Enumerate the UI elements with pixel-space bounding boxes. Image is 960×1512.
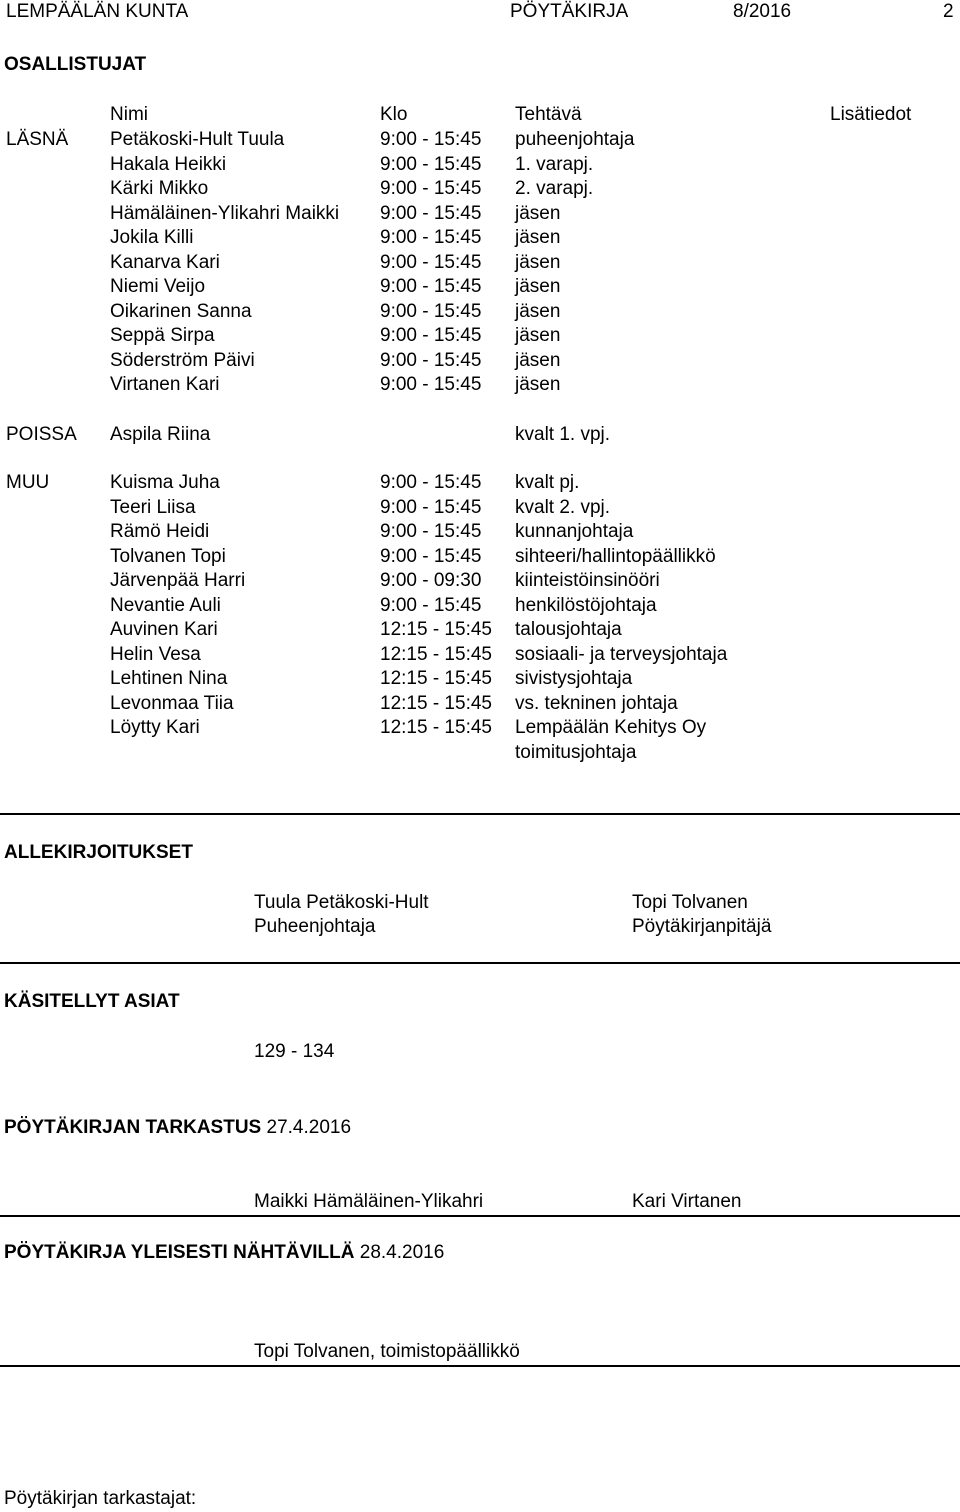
attendee-role: jäsen (515, 349, 561, 371)
attendee-role: Lempäälän Kehitys Oy (515, 717, 707, 738)
attendee-row (0, 324, 960, 349)
attendee-role: jäsen (515, 202, 561, 224)
review-line (4, 1116, 351, 1140)
attendee-name: Hämäläinen-Ylikahri Maikki (110, 202, 340, 224)
attendee-time: 9:00 - 15:45 (380, 129, 482, 150)
attendee-row (0, 692, 960, 717)
attendee-row (0, 177, 960, 202)
attendee-role: toimitusjohtaja (515, 741, 637, 763)
review-date: 27.4.2016 (266, 1117, 352, 1138)
attendee-row (0, 251, 960, 276)
attendee-name: Lehtinen Nina (110, 668, 228, 689)
attendee-role: kvalt 1. vpj. (515, 424, 611, 445)
attendee-row (0, 545, 960, 570)
attendee-time: 12:15 - 15:45 (380, 619, 492, 640)
attendee-name: Löytty Kari (110, 717, 200, 738)
divider (0, 962, 960, 964)
signatures-heading: ALLEKIRJOITUKSET (4, 842, 193, 863)
attendee-role: jäsen (515, 374, 561, 395)
attendee-time: 9:00 - 15:45 (380, 349, 482, 371)
absent-label: POISSA (6, 424, 77, 445)
document-number: 8/2016 (733, 1, 792, 22)
public-heading: PÖYTÄKIRJA YLEISESTI NÄHTÄVILLÄ (4, 1242, 355, 1263)
attendee-time: 9:00 - 15:45 (380, 472, 482, 493)
attendee-name: Teeri Liisa (110, 496, 196, 518)
attendee-time: 9:00 - 09:30 (380, 570, 482, 591)
attendee-name: Auvinen Kari (110, 619, 218, 640)
attendee-name: Kärki Mikko (110, 178, 209, 199)
column-header-extra: Lisätiedot (830, 104, 912, 125)
column-header-role: Tehtävä (515, 104, 582, 125)
secretary-role: Pöytäkirjanpitäjä (632, 916, 772, 937)
divider (0, 813, 960, 815)
attendee-row (0, 153, 960, 178)
attendee-row (0, 716, 960, 741)
certifier: Topi Tolvanen, toimistopäällikkö (254, 1341, 520, 1362)
attendee-role: puheenjohtaja (515, 129, 635, 150)
review-heading: PÖYTÄKIRJAN TARKASTUS (4, 1117, 262, 1138)
attendee-name: Seppä Sirpa (110, 325, 215, 346)
attendee-row (0, 741, 960, 766)
secretary-name: Topi Tolvanen (632, 892, 748, 913)
attendee-row (0, 471, 960, 496)
attendee-time: 9:00 - 15:45 (380, 276, 482, 297)
attendee-name: Petäkoski-Hult Tuula (110, 129, 285, 150)
attendee-time: 9:00 - 15:45 (380, 521, 482, 542)
attendee-role: sosiaali- ja terveysjohtaja (515, 643, 728, 665)
attendee-time: 9:00 - 15:45 (380, 496, 482, 518)
attendee-name: Nevantie Auli (110, 594, 221, 616)
attendee-name: Jokila Killi (110, 227, 194, 248)
attendee-name: Tolvanen Topi (110, 545, 226, 567)
attendee-role: vs. tekninen johtaja (515, 692, 678, 714)
attendee-name: Oikarinen Sanna (110, 300, 252, 322)
attendee-name: Rämö Heidi (110, 521, 210, 542)
divider (0, 1215, 960, 1217)
attendee-row (0, 373, 960, 398)
attendee-time: 12:15 - 15:45 (380, 643, 492, 665)
attendee-row (0, 496, 960, 521)
attendee-time: 9:00 - 15:45 (380, 325, 482, 346)
column-header-time: Klo (380, 104, 408, 125)
attendee-role: jäsen (515, 251, 561, 273)
attendee-time: 9:00 - 15:45 (380, 227, 482, 248)
attendee-name: Järvenpää Harri (110, 570, 246, 591)
attendee-row (0, 349, 960, 374)
attendee-time: 9:00 - 15:45 (380, 594, 482, 616)
divider (0, 1365, 960, 1367)
attendee-row (0, 423, 960, 448)
attendee-row (0, 128, 960, 153)
chair-role: Puheenjohtaja (254, 916, 376, 937)
items-range: 129 - 134 (254, 1041, 335, 1062)
attendee-role: talousjohtaja (515, 619, 622, 640)
checkers-label: Pöytäkirjan tarkastajat: (4, 1488, 197, 1509)
public-date: 28.4.2016 (359, 1242, 445, 1263)
attendee-row (0, 569, 960, 594)
attendee-role: jäsen (515, 325, 561, 346)
attendee-time: 9:00 - 15:45 (380, 153, 482, 175)
chair-name: Tuula Petäkoski-Hult (254, 892, 429, 913)
attendee-row (0, 275, 960, 300)
items-heading: KÄSITELLYT ASIAT (4, 991, 180, 1012)
attendee-name: Virtanen Kari (110, 374, 220, 395)
attendee-role: 1. varapj. (515, 153, 594, 175)
attendees-heading: OSALLISTUJAT (4, 54, 147, 75)
reviewer-2: Kari Virtanen (632, 1191, 742, 1212)
attendee-role: sihteeri/hallintopäällikkö (515, 545, 716, 567)
column-header-name: Nimi (110, 104, 148, 125)
attendee-row (0, 300, 960, 325)
attendee-name: Levonmaa Tiia (110, 692, 234, 714)
attendee-time: 9:00 - 15:45 (380, 545, 482, 567)
page-number: 2 (943, 1, 954, 22)
attendee-row (0, 643, 960, 668)
municipality-name: LEMPÄÄLÄN KUNTA (6, 1, 189, 22)
attendee-role: kvalt pj. (515, 472, 580, 493)
attendee-role: sivistysjohtaja (515, 668, 633, 689)
attendee-name: Helin Vesa (110, 643, 201, 665)
attendee-time: 9:00 - 15:45 (380, 178, 482, 199)
attendee-name: Hakala Heikki (110, 153, 227, 175)
attendee-name: Kanarva Kari (110, 251, 220, 273)
attendee-row (0, 520, 960, 545)
attendee-name: Aspila Riina (110, 424, 211, 445)
public-line (4, 1241, 444, 1265)
attendee-row (0, 226, 960, 251)
document-type: PÖYTÄKIRJA (510, 1, 629, 22)
reviewer-1: Maikki Hämäläinen-Ylikahri (254, 1191, 484, 1212)
attendee-time: 9:00 - 15:45 (380, 202, 482, 224)
attendee-time: 9:00 - 15:45 (380, 374, 482, 395)
attendee-role: kvalt 2. vpj. (515, 496, 611, 518)
attendee-time: 9:00 - 15:45 (380, 251, 482, 273)
attendee-name: Niemi Veijo (110, 276, 206, 297)
attendee-row (0, 667, 960, 692)
attendee-role: jäsen (515, 276, 561, 297)
attendee-row (0, 202, 960, 227)
attendee-role: jäsen (515, 300, 561, 322)
present-label: LÄSNÄ (6, 129, 69, 150)
attendee-time: 9:00 - 15:45 (380, 300, 482, 322)
attendee-role: kiinteistöinsinööri (515, 570, 660, 591)
attendee-row (0, 594, 960, 619)
attendee-role: henkilöstöjohtaja (515, 594, 657, 616)
others-label: MUU (6, 472, 50, 493)
attendee-name: Söderström Päivi (110, 349, 255, 371)
attendee-row (0, 618, 960, 643)
attendee-role: 2. varapj. (515, 178, 594, 199)
attendee-role: jäsen (515, 227, 561, 248)
attendee-time: 12:15 - 15:45 (380, 692, 492, 714)
attendee-role: kunnanjohtaja (515, 521, 634, 542)
attendee-name: Kuisma Juha (110, 472, 220, 493)
attendee-time: 12:15 - 15:45 (380, 717, 492, 738)
attendee-time: 12:15 - 15:45 (380, 668, 492, 689)
